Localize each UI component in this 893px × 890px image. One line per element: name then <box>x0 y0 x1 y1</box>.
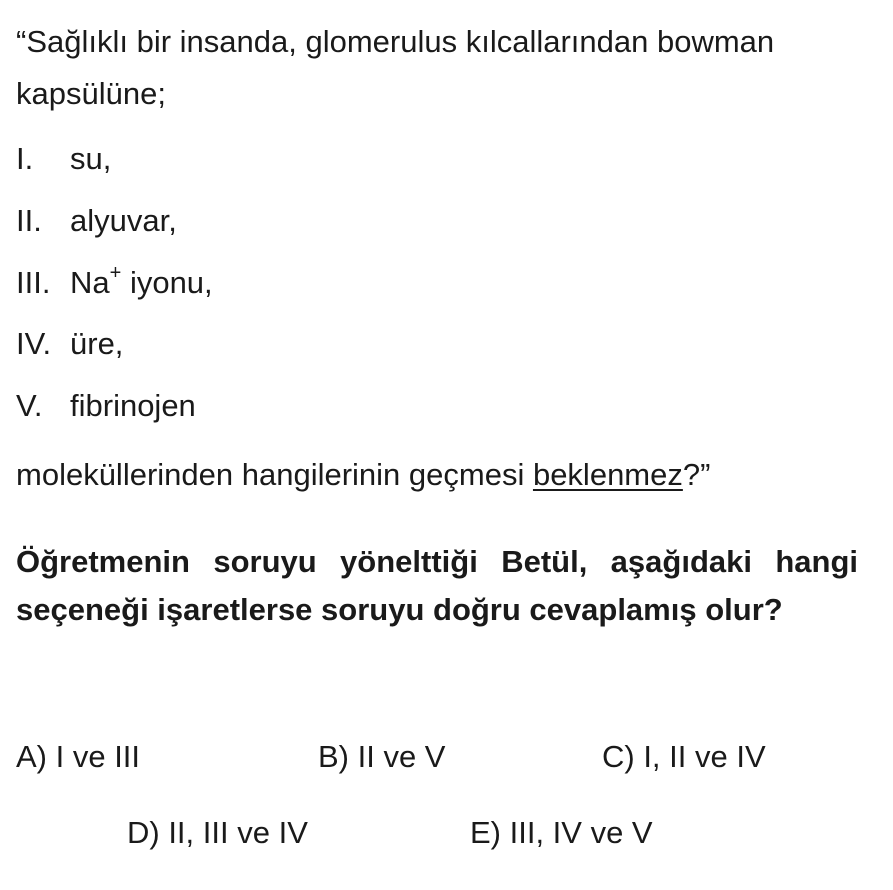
list-item <box>16 143 111 174</box>
list-item <box>16 328 123 359</box>
item-numeral: V. <box>16 388 43 423</box>
item-numeral: III. <box>16 265 51 300</box>
underlined-keyword: beklenmez <box>532 457 683 492</box>
list-item <box>16 205 177 236</box>
item-numeral: II. <box>16 203 42 238</box>
list-item <box>16 262 213 300</box>
item-text: su, <box>70 141 112 176</box>
stem-end-punctuation: ?” <box>682 457 711 492</box>
item-text: alyuvar, <box>70 203 177 238</box>
item-numeral: IV. <box>16 326 52 361</box>
item-text-after: iyonu, <box>121 265 213 300</box>
question-prompt: Öğretmenin soruyu yönelttiği Betül, aşağıdaki hangi seçeneği işaretlerse soruyu doğru cevaplamış olur? <box>16 544 858 627</box>
list-item <box>16 390 196 421</box>
choice-b[interactable]: B) II ve V <box>318 739 446 774</box>
question-stem-line-2: kapsülüne; <box>16 76 166 111</box>
item-text: fibrinojen <box>70 388 196 423</box>
choice-e[interactable]: E) III, IV ve V <box>470 815 653 850</box>
question-stem-line-1: “Sağlıklı bir insanda, glomerulus kılcallarından bowman <box>16 24 775 59</box>
item-text: Na <box>70 265 110 300</box>
item-superscript: + <box>109 262 122 284</box>
choice-a[interactable]: A) I ve III <box>16 739 141 774</box>
question-stem-end <box>16 459 710 490</box>
item-numeral: I. <box>16 141 34 176</box>
choice-d[interactable]: D) II, III ve IV <box>127 815 308 850</box>
item-text: üre, <box>70 326 124 361</box>
stem-end-text: moleküllerinden hangilerinin geçmesi <box>16 457 533 492</box>
choice-c[interactable]: C) I, II ve IV <box>602 739 766 774</box>
